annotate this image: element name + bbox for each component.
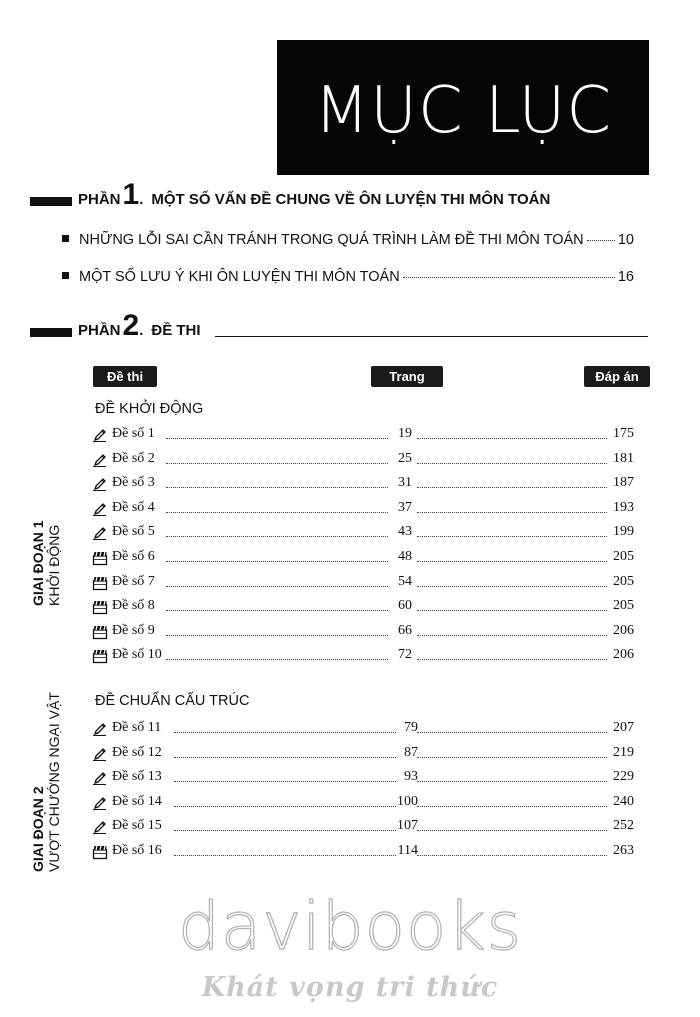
clapperboard-icon bbox=[92, 599, 108, 615]
pencil-icon bbox=[92, 427, 108, 443]
dot-leader bbox=[417, 463, 607, 464]
answer-page: 219 bbox=[613, 744, 634, 760]
exam-label: Đề số 11 bbox=[112, 720, 162, 735]
part1-word: PHẦN bbox=[78, 191, 121, 208]
exam-page: 25 bbox=[398, 450, 412, 466]
toc-row[interactable] bbox=[92, 818, 634, 836]
answer-page: 175 bbox=[613, 426, 634, 441]
dot-leader bbox=[417, 610, 607, 611]
dot-leader bbox=[174, 781, 396, 782]
toc-row[interactable] bbox=[92, 574, 634, 592]
answer-page: 252 bbox=[613, 818, 634, 834]
part2-number: 2 bbox=[122, 309, 140, 342]
dot-leader bbox=[417, 561, 607, 562]
exam-label: Đề số 3 bbox=[112, 475, 155, 491]
answer-page: 205 bbox=[613, 573, 634, 589]
pencil-icon bbox=[92, 795, 108, 811]
toc-row[interactable] bbox=[92, 475, 634, 493]
dot-leader bbox=[417, 536, 607, 537]
exam-label: Đề số 14 bbox=[112, 793, 162, 809]
page-title: MỤC LỤC bbox=[313, 73, 613, 148]
toc-row[interactable] bbox=[92, 426, 634, 444]
answer-page: 263 bbox=[613, 843, 634, 858]
dot-leader bbox=[166, 463, 388, 464]
part1-item[interactable] bbox=[62, 232, 634, 248]
part1-title: MỘT SỐ VẤN ĐỀ CHUNG VỀ ÔN LUYỆN THI MÔN TOÁN bbox=[151, 191, 551, 208]
exam-label: Đề số 8 bbox=[112, 598, 155, 614]
part1-item[interactable] bbox=[62, 269, 634, 285]
exam-page: 107 bbox=[397, 818, 418, 834]
exam-label: Đề số 1 bbox=[112, 426, 155, 441]
exam-label: Đề số 4 bbox=[112, 499, 155, 515]
stage2-heading: ĐỀ CHUẨN CẤU TRÚC bbox=[95, 693, 250, 709]
dot-leader bbox=[417, 438, 607, 439]
toc-row[interactable] bbox=[92, 598, 634, 616]
exam-label: Đề số 16 bbox=[112, 843, 162, 858]
answer-page: 181 bbox=[613, 450, 634, 466]
dot-leader bbox=[166, 610, 388, 611]
exam-page: 48 bbox=[398, 549, 412, 564]
clapperboard-icon bbox=[92, 550, 108, 566]
pencil-icon bbox=[92, 525, 108, 541]
part1-heading bbox=[30, 170, 550, 210]
toc-row[interactable] bbox=[92, 549, 634, 567]
column-page-label: Trang bbox=[371, 366, 443, 387]
part1-bar bbox=[30, 197, 72, 206]
dot-leader bbox=[417, 732, 607, 733]
watermark-brand: davibooks bbox=[178, 888, 522, 965]
stage1-label-text: KHỞI ĐỘNG bbox=[46, 524, 62, 606]
part2-heading bbox=[30, 301, 201, 341]
pencil-icon bbox=[92, 501, 108, 517]
answer-page: 193 bbox=[613, 499, 634, 515]
stage2-label-text: VƯỢT CHƯỚNG NGẠI VẬT bbox=[46, 692, 62, 872]
stage2-label-bold: GIAI ĐOẠN 2 bbox=[30, 786, 46, 872]
toc-row[interactable] bbox=[92, 769, 634, 787]
dot-leader bbox=[174, 806, 396, 807]
part1-number: 1 bbox=[122, 178, 140, 211]
answer-page: 187 bbox=[613, 475, 634, 491]
answer-page: 229 bbox=[613, 769, 634, 785]
part1-item-text: NHỮNG LỖI SAI CẦN TRÁNH TRONG QUÁ TRÌNH LÀM ĐỀ THI MÔN TOÁN bbox=[79, 232, 584, 248]
toc-row[interactable] bbox=[92, 623, 634, 641]
exam-page: 87 bbox=[404, 744, 418, 760]
stage2-label bbox=[30, 692, 62, 872]
exam-label: Đề số 12 bbox=[112, 744, 162, 760]
toc-row[interactable] bbox=[92, 745, 634, 763]
answer-page: 206 bbox=[613, 647, 634, 663]
bullet-square-icon bbox=[62, 235, 69, 242]
part1-item-text: MỘT SỐ LƯU Ý KHI ÔN LUYỆN THI MÔN TOÁN bbox=[79, 269, 400, 285]
dot-leader bbox=[166, 586, 388, 587]
dot-leader bbox=[166, 659, 388, 660]
title-banner bbox=[277, 40, 649, 175]
exam-page: 100 bbox=[397, 793, 418, 809]
answer-page: 206 bbox=[613, 622, 634, 638]
stage1-label-bold: GIAI ĐOẠN 1 bbox=[30, 520, 46, 606]
dot-leader bbox=[417, 635, 607, 636]
exam-label: Đề số 5 bbox=[112, 524, 155, 540]
dot-leader bbox=[403, 277, 615, 278]
stage1-heading: ĐỀ KHỞI ĐỘNG bbox=[95, 401, 204, 417]
stage1-label bbox=[30, 520, 62, 606]
answer-page: 205 bbox=[613, 549, 634, 564]
dot-leader bbox=[174, 855, 396, 856]
bullet-square-icon bbox=[62, 272, 69, 279]
dot-leader bbox=[587, 240, 615, 241]
dot-leader bbox=[166, 536, 388, 537]
exam-label: Đề số 13 bbox=[112, 769, 162, 785]
dot-leader bbox=[417, 512, 607, 513]
exam-label: Đề số 2 bbox=[112, 450, 155, 466]
toc-row[interactable] bbox=[92, 720, 634, 738]
exam-label: Đề số 7 bbox=[112, 573, 155, 589]
exam-page: 93 bbox=[404, 769, 418, 785]
dot-leader bbox=[417, 855, 607, 856]
part2-rule bbox=[215, 336, 648, 337]
answer-page: 240 bbox=[613, 793, 634, 809]
exam-page: 37 bbox=[398, 499, 412, 515]
dot-leader bbox=[166, 487, 388, 488]
exam-label: Đề số 9 bbox=[112, 622, 155, 638]
part2-word: PHẦN bbox=[78, 322, 121, 339]
clapperboard-icon bbox=[92, 624, 108, 640]
part2-dot: . bbox=[139, 322, 144, 339]
part2-title: ĐỀ THI bbox=[151, 322, 201, 339]
pencil-icon bbox=[92, 476, 108, 492]
dot-leader bbox=[166, 512, 388, 513]
answer-page: 199 bbox=[613, 524, 634, 540]
toc-row[interactable] bbox=[92, 524, 634, 542]
watermark-slogan: Khát vọng tri thức bbox=[201, 972, 499, 1003]
part1-item-page: 16 bbox=[617, 269, 634, 285]
part2-bar bbox=[30, 328, 72, 337]
dot-leader bbox=[417, 586, 607, 587]
clapperboard-icon bbox=[92, 648, 108, 664]
dot-leader bbox=[417, 659, 607, 660]
exam-label: Đề số 6 bbox=[112, 549, 155, 564]
toc-row[interactable] bbox=[92, 647, 634, 665]
toc-row[interactable] bbox=[92, 843, 634, 861]
toc-row[interactable] bbox=[92, 794, 634, 812]
toc-row[interactable] bbox=[92, 500, 634, 518]
dot-leader bbox=[166, 561, 388, 562]
exam-page: 72 bbox=[398, 647, 412, 663]
dot-leader bbox=[174, 757, 396, 758]
dot-leader bbox=[417, 806, 607, 807]
dot-leader bbox=[417, 781, 607, 782]
pencil-icon bbox=[92, 452, 108, 468]
exam-label: Đề số 15 bbox=[112, 818, 162, 834]
pencil-icon bbox=[92, 721, 108, 737]
dot-leader bbox=[166, 438, 388, 439]
exam-page: 79 bbox=[404, 720, 418, 735]
column-answer-label: Đáp án bbox=[584, 366, 650, 387]
dot-leader bbox=[174, 830, 396, 831]
clapperboard-icon bbox=[92, 844, 108, 860]
exam-label: Đề số 10 bbox=[112, 647, 162, 663]
part1-item-page: 10 bbox=[617, 232, 634, 248]
exam-page: 114 bbox=[397, 843, 418, 858]
column-exam-label: Đề thi bbox=[93, 366, 157, 387]
dot-leader bbox=[417, 757, 607, 758]
part1-dot: . bbox=[139, 191, 144, 208]
exam-page: 60 bbox=[398, 598, 412, 614]
pencil-icon bbox=[92, 770, 108, 786]
pencil-icon bbox=[92, 746, 108, 762]
dot-leader bbox=[417, 830, 607, 831]
toc-row[interactable] bbox=[92, 451, 634, 469]
dot-leader bbox=[417, 487, 607, 488]
exam-page: 66 bbox=[398, 622, 412, 638]
clapperboard-icon bbox=[92, 575, 108, 591]
exam-page: 31 bbox=[398, 475, 412, 491]
dot-leader bbox=[166, 635, 388, 636]
answer-page: 207 bbox=[613, 720, 634, 735]
dot-leader bbox=[174, 732, 396, 733]
exam-page: 43 bbox=[398, 524, 412, 540]
answer-page: 205 bbox=[613, 598, 634, 614]
exam-page: 54 bbox=[398, 573, 412, 589]
exam-page: 19 bbox=[398, 426, 412, 441]
pencil-icon bbox=[92, 819, 108, 835]
